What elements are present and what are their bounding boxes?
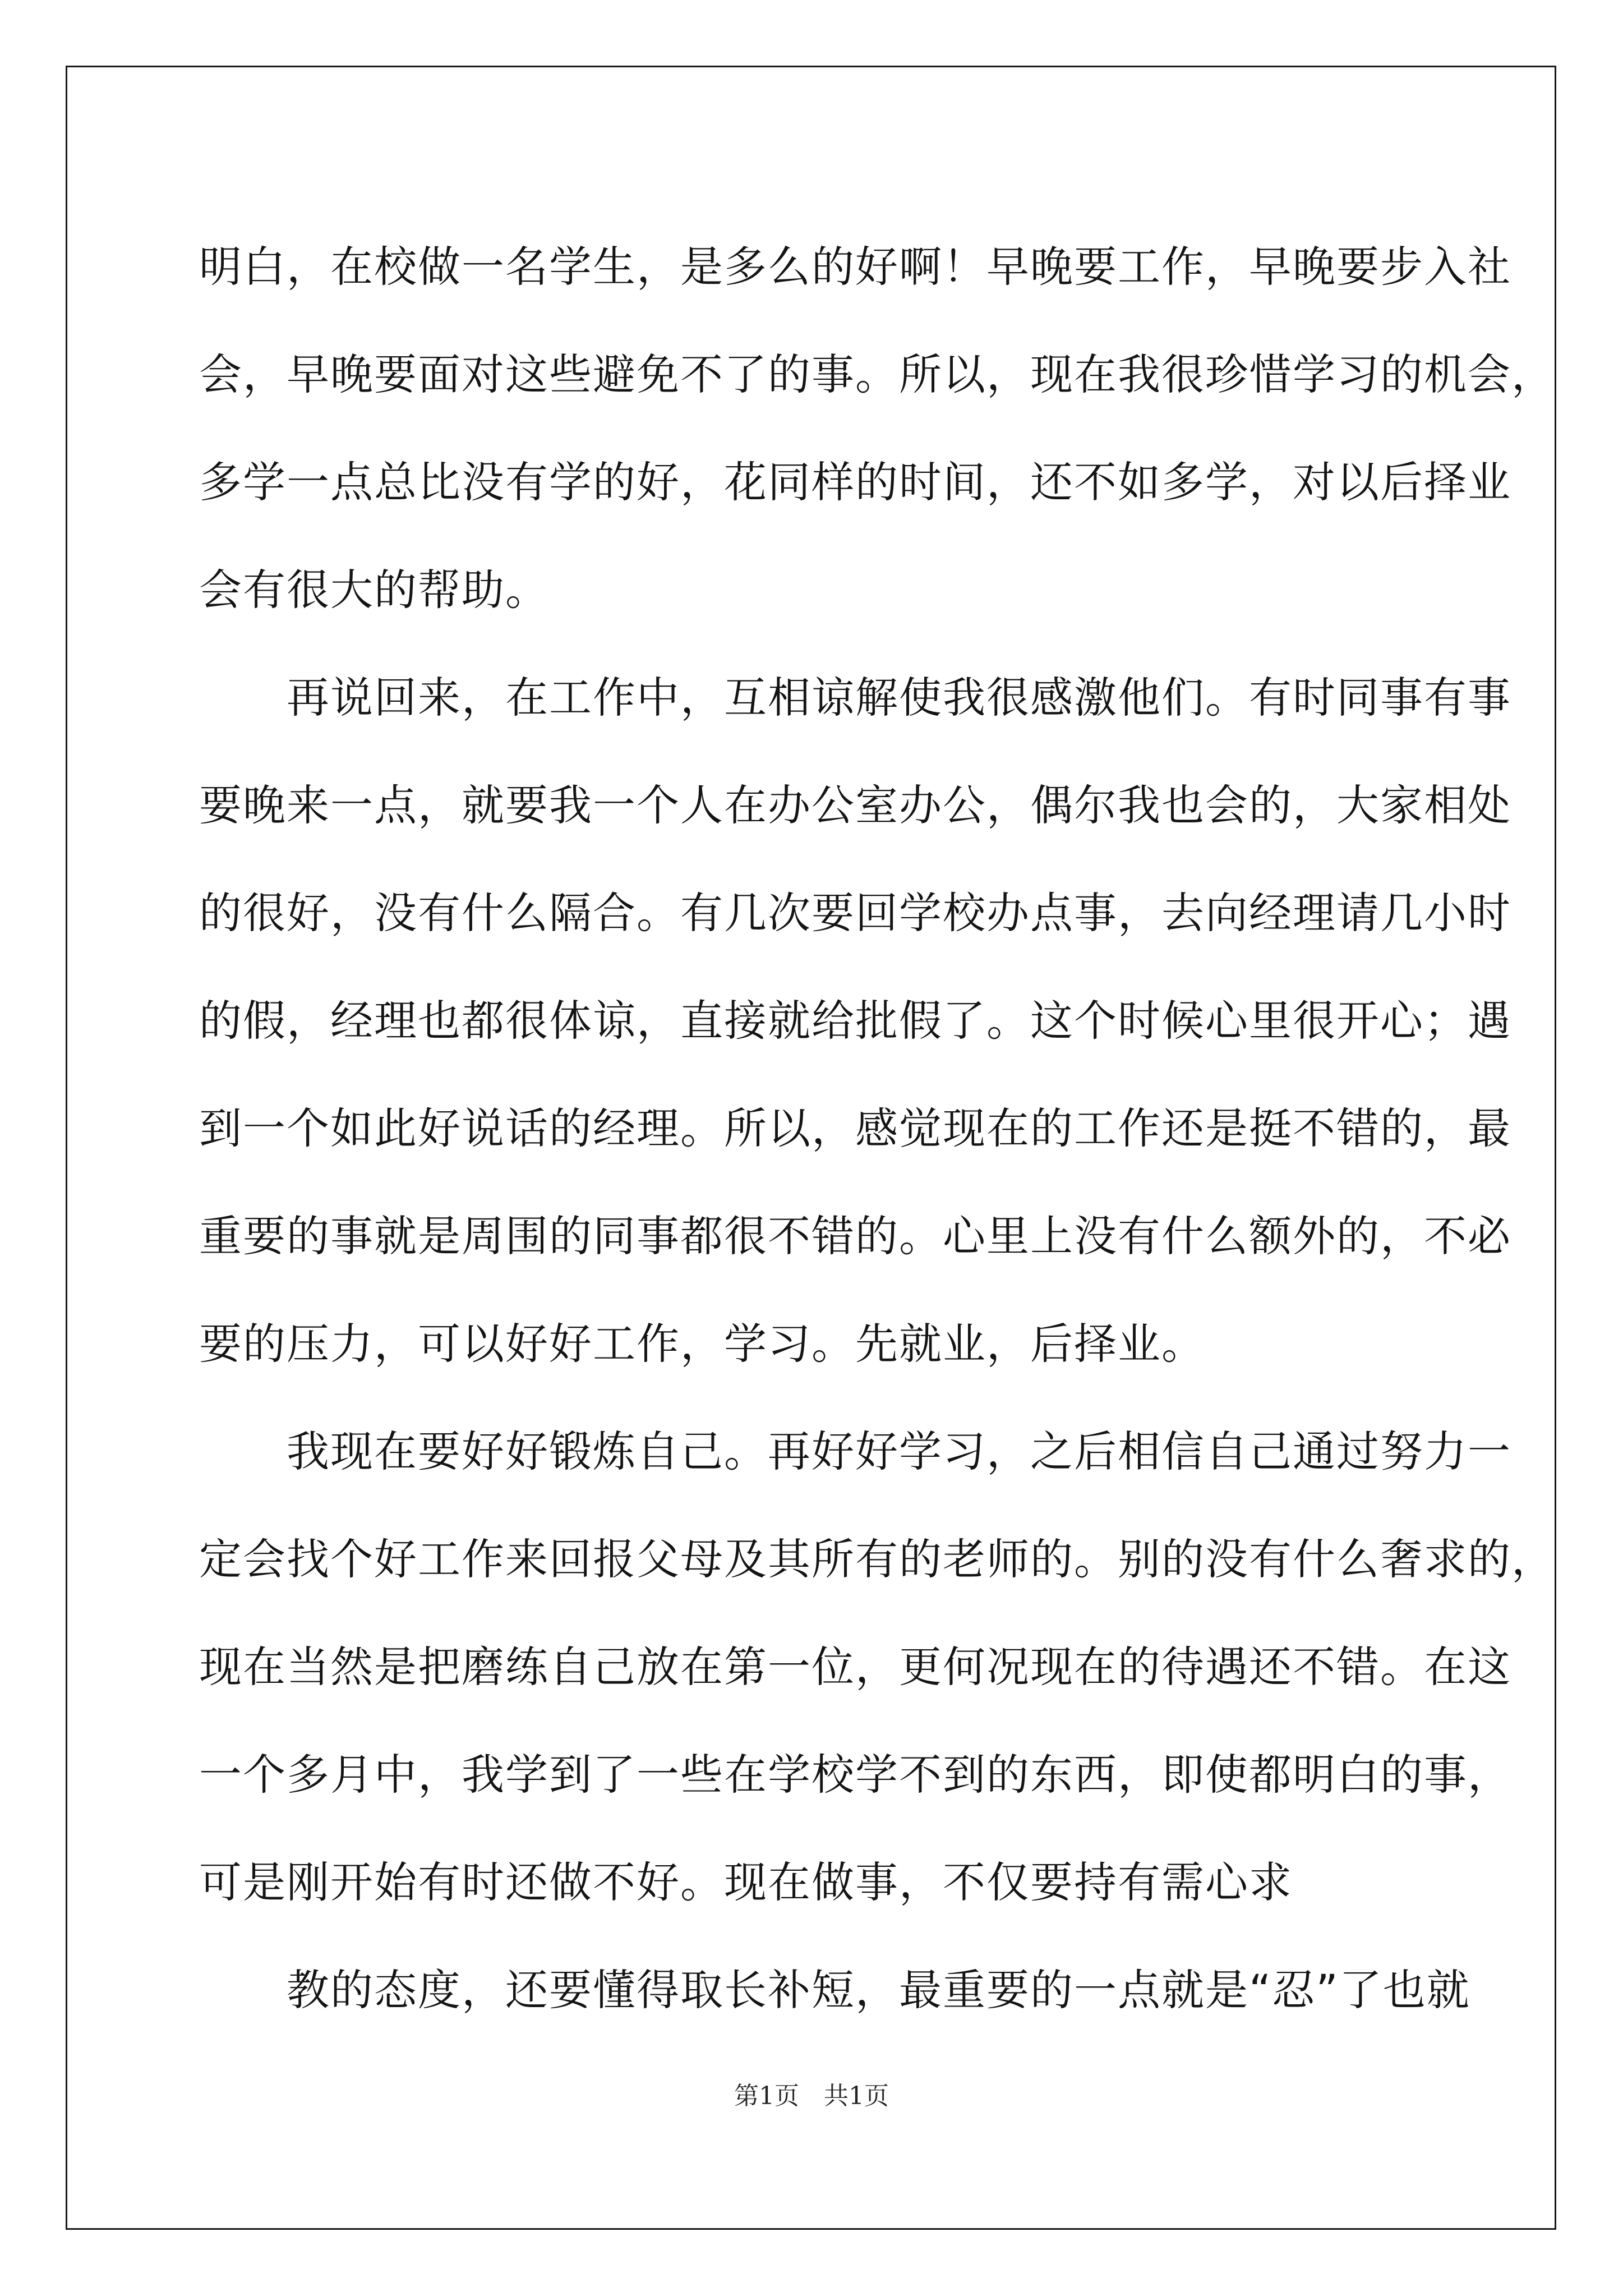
text-line: 多学一点总比没有学的好，花同样的时间，还不如多学，对以后择业 (199, 457, 1511, 507)
text-line: 重要的事就是周围的同事都很不错的。心里上没有什么额外的，不必 (199, 1211, 1511, 1261)
text-line: 现在当然是把磨练自己放在第一位，更何况现在的待遇还不错。在这 (199, 1642, 1511, 1692)
text-line: 要晚来一点，就要我一个人在办公室办公，偶尔我也会的，大家相处 (199, 780, 1511, 830)
text-line: 可是刚开始有时还做不好。现在做事，不仅要持有需心求 (199, 1857, 1293, 1907)
document-body (199, 213, 1555, 2044)
text-line: 定会找个好工作来回报父母及其所有的老师的。别的没有什么奢求的， (199, 1534, 1555, 1584)
text-line: 要的压力，可以好好工作，学习。先就业，后择业。 (199, 1319, 1205, 1369)
text-line: 会，早晚要面对这些避免不了的事。所以，现在我很珍惜学习的机会， (199, 349, 1555, 399)
text-line: 再说回来，在工作中，互相谅解使我很感激他们。有时同事有事 (199, 673, 1511, 723)
text-line: 的假，经理也都很体谅，直接就给批假了。这个时候心里很开心；遇 (199, 996, 1511, 1046)
text-line: 教的态度，还要懂得取长补短，最重要的一点就是“忍”了也就 (199, 1965, 1470, 2015)
text-line: 会有很大的帮助。 (199, 565, 549, 615)
page-number: 第1页 共1页 (734, 2082, 889, 2110)
text-line: 到一个如此好说话的经理。所以，感觉现在的工作还是挺不错的，最 (199, 1103, 1511, 1153)
text-line: 的很好，没有什么隔合。有几次要回学校办点事，去向经理请几小时 (199, 888, 1511, 938)
text-line: 明白，在校做一名学生，是多么的好啊！早晚要工作，早晚要步入社 (199, 242, 1511, 292)
text-line: 一个多月中，我学到了一些在学校学不到的东西，即使都明白的事， (199, 1750, 1511, 1800)
text-line: 我现在要好好锻炼自己。再好好学习，之后相信自己通过努力一 (199, 1427, 1511, 1476)
